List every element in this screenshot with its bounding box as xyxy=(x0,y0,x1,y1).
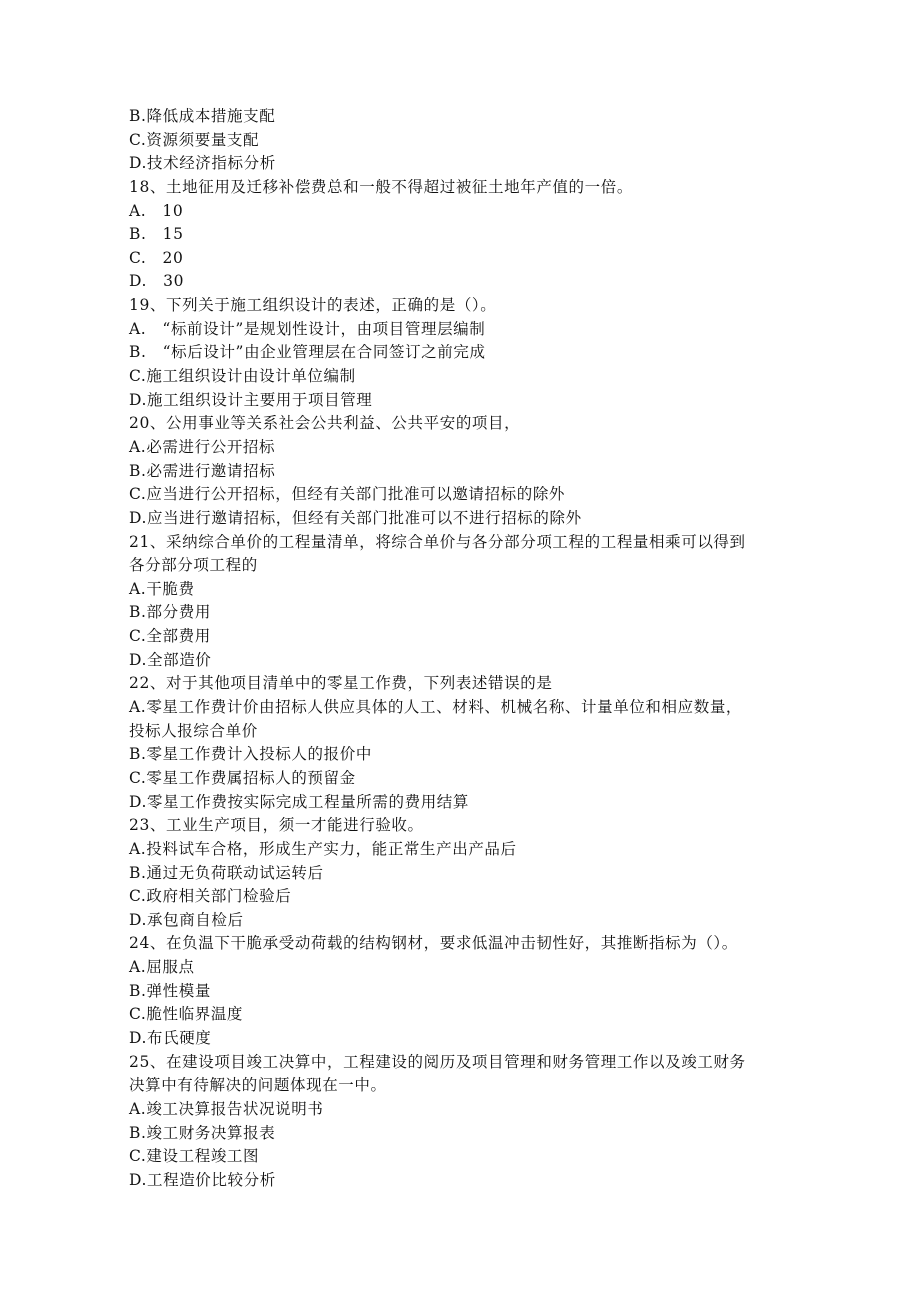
option-line: D. 30 xyxy=(129,272,185,291)
option-line: A. 10 xyxy=(129,201,184,220)
option-line: C.应当进行公开招标，但经有关部门批准可以邀请招标的除外 xyxy=(129,485,566,504)
question-23: 23、工业生产项目，须一才能进行验收。 xyxy=(129,816,424,835)
option-line: D.施工组织设计主要用于项目管理 xyxy=(129,390,373,409)
option-line: B.降低成本措施支配 xyxy=(129,107,276,125)
option-line: C.脆性临界温度 xyxy=(129,1005,244,1024)
option-line: D.布氏硬度 xyxy=(129,1028,212,1047)
question-22: 22、对于其他项目清单中的零星工作费，下列表述错误的是 xyxy=(129,674,553,693)
option-line: C.全部费用 xyxy=(129,627,211,646)
option-line: D.全部造价 xyxy=(129,650,212,669)
option-line: B. 15 xyxy=(129,225,184,244)
question-19: 19、下列关于施工组织设计的表述，正确的是（）。 xyxy=(129,296,497,315)
question-20: 20、公用事业等关系社会公共利益、公共平安的项目， xyxy=(129,414,521,433)
question-25-continued: 决算中有待解决的问题体现在一中。 xyxy=(129,1076,387,1095)
question-21-continued: 各分部分项工程的 xyxy=(129,556,258,575)
option-line: D.承包商自检后 xyxy=(129,910,244,929)
document-page xyxy=(129,105,789,1192)
option-line: A.必需进行公开招标 xyxy=(129,437,276,456)
option-line: A.屈服点 xyxy=(129,958,195,977)
option-line: C.施工组织设计由设计单位编制 xyxy=(129,367,356,386)
option-line: B.竣工财务决算报表 xyxy=(129,1123,276,1142)
option-line: C.资源须要量支配 xyxy=(129,130,260,149)
option-line: B.通过无负荷联动试运转后 xyxy=(129,863,324,882)
option-line: C.零星工作费属招标人的预留金 xyxy=(129,768,356,787)
option-line: B.弹性模量 xyxy=(129,981,211,1000)
question-24: 24、在负温下干脆承受动荷载的结构钢材，要求低温冲击韧性好，其推断指标为（）。 xyxy=(129,934,738,953)
option-line: B.必需进行邀请招标 xyxy=(129,461,276,480)
option-line: C. 20 xyxy=(129,248,184,267)
option-line: D.技术经济指标分析 xyxy=(129,154,276,173)
option-line: A.投料试车合格，形成生产实力，能正常生产出产品后 xyxy=(129,839,517,858)
option-line: B.零星工作费计入投标人的报价中 xyxy=(129,745,372,764)
option-line: B.部分费用 xyxy=(129,603,211,622)
option-line-continued: 投标人报综合单价 xyxy=(129,721,258,740)
question-25: 25、在建设项目竣工决算中，工程建设的阅历及项目管理和财务管理工作以及竣工财务 xyxy=(129,1052,746,1071)
question-18: 18、土地征用及迁移补偿费总和一般不得超过被征土地年产值的一倍。 xyxy=(129,177,633,196)
option-line: A.干脆费 xyxy=(129,579,195,598)
option-line: A. “标前设计”是规划性设计，由项目管理层编制 xyxy=(129,319,486,338)
option-line: C.建设工程竣工图 xyxy=(129,1147,260,1166)
option-line: D.应当进行邀请招标，但经有关部门批准可以不进行招标的除外 xyxy=(129,508,582,527)
option-line: A.竣工决算报告状况说明书 xyxy=(129,1099,324,1118)
option-line: B. “标后设计”由企业管理层在合同签订之前完成 xyxy=(129,343,486,362)
option-line: D.工程造价比较分析 xyxy=(129,1170,276,1189)
option-line: D.零星工作费按实际完成工程量所需的费用结算 xyxy=(129,792,470,811)
option-line: C.政府相关部门检验后 xyxy=(129,887,292,906)
option-line: A.零星工作费计价由招标人供应具体的人工、材料、机械名称、计量单位和相应数量， xyxy=(129,698,743,717)
question-21: 21、采纳综合单价的工程量清单，将综合单价与各分部分项工程的工程量相乘可以得到 xyxy=(129,532,746,551)
